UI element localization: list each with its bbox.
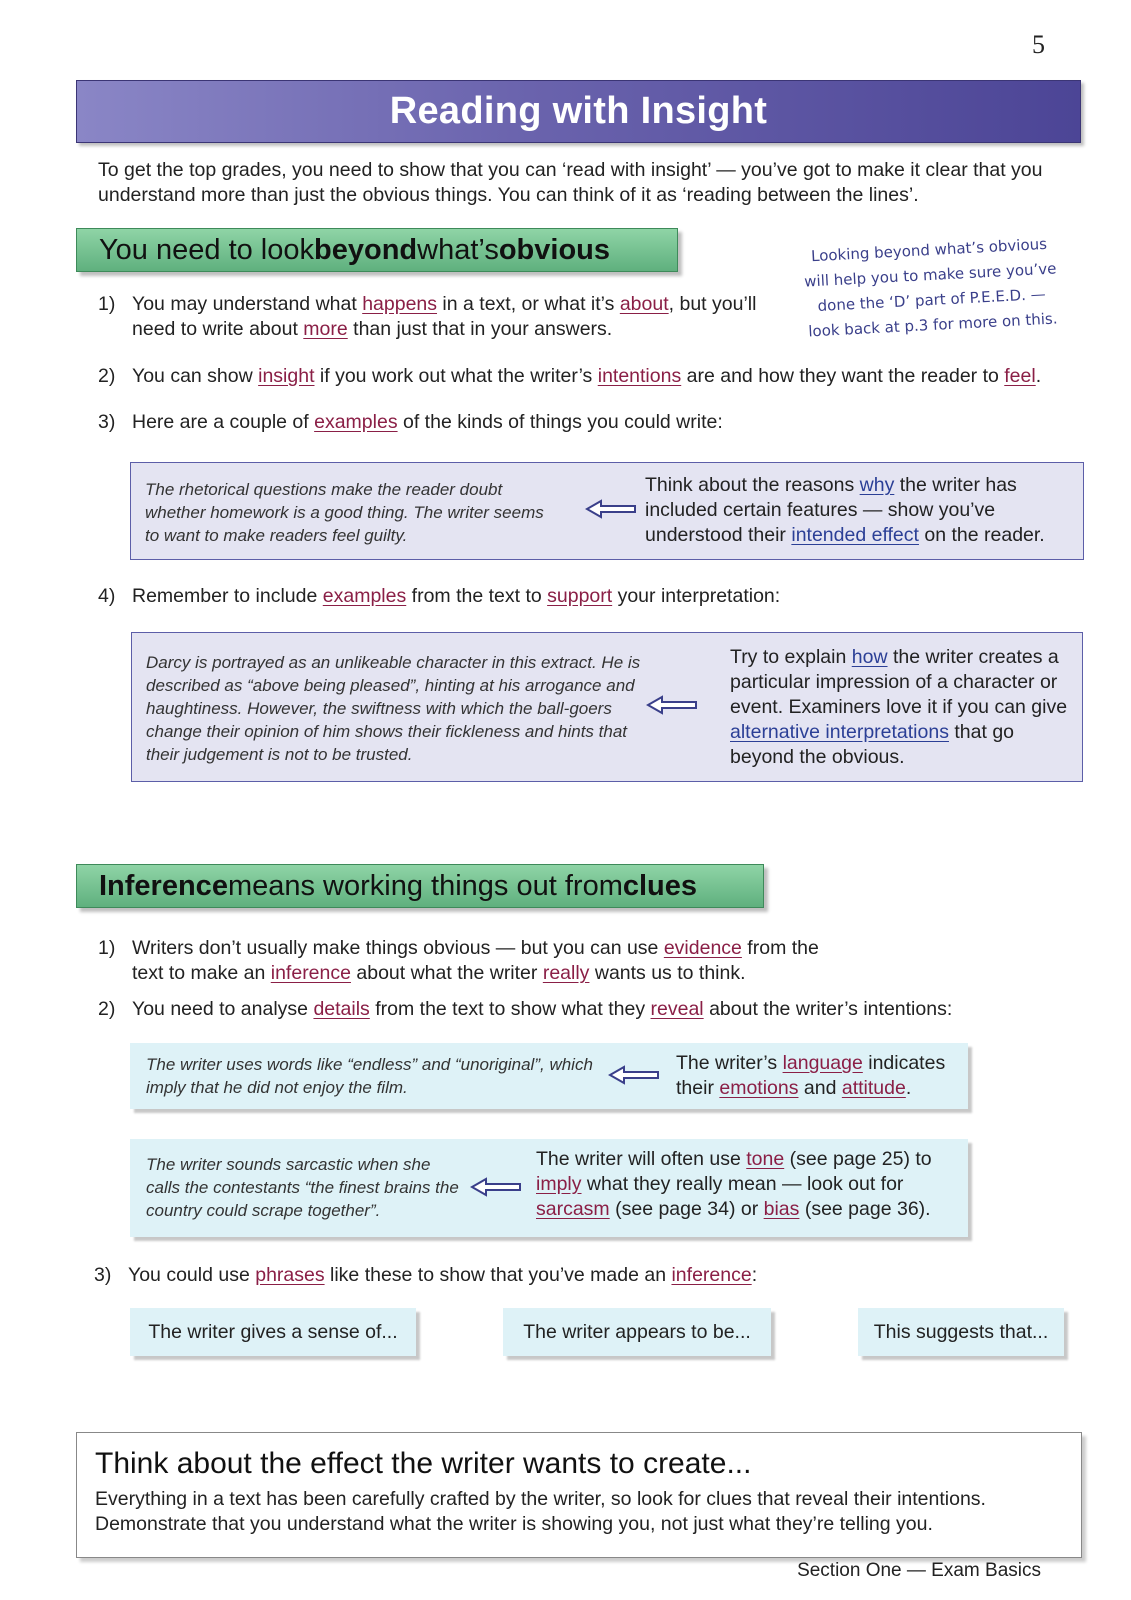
item-text: Here are a couple of examples of the kinds of things you could write: [132, 411, 723, 433]
item-number: 1) [98, 937, 116, 959]
page-number: 5 [1032, 30, 1045, 59]
keyword: sarcasm [536, 1198, 610, 1220]
phrase-box: The writer gives a sense of... [130, 1308, 416, 1356]
keyword: more [303, 318, 348, 340]
item-text: You may understand what happens in a text, or what it’s about, but you’ll need to write about more than just that in your answers. [132, 293, 757, 340]
heading-bold-clues: clues [622, 869, 698, 902]
section-heading-inference [76, 864, 764, 908]
keyword: details [313, 998, 370, 1020]
keyword: inference [270, 962, 351, 984]
heading-text: You need to look [99, 233, 315, 266]
example-quote: The rhetorical questions make the reader doubt whether homework is a good thing. The writer seems to want to make readers feel guilty. [145, 480, 544, 545]
item-number: 2) [98, 998, 116, 1020]
keyword: alternative interpretations [730, 721, 949, 743]
keyword: insight [258, 365, 315, 387]
list-item [98, 410, 1058, 435]
clue-quote: The writer sounds sarcastic when she calls the contestants “the finest brains the country could scrape together”. [146, 1155, 459, 1220]
list-item [98, 997, 1058, 1022]
keyword: evidence [663, 937, 742, 959]
keyword: tone [746, 1148, 785, 1170]
heading-bold-beyond: beyond [314, 233, 418, 266]
keyword: intended effect [791, 524, 919, 546]
item-number: 1) [98, 293, 116, 315]
keyword: language [782, 1052, 863, 1074]
list-item [98, 584, 1058, 609]
summary-title: Think about the effect the writer wants to create... [95, 1447, 752, 1480]
arrow-left-icon [585, 499, 637, 519]
item-number: 4) [98, 585, 116, 607]
summary-text: Everything in a text has been carefully crafted by the writer, so look for clues that reveal their intentions. Demonstrate that you understand what the writer is showing you, not just what they’re telling you. [95, 1488, 986, 1535]
keyword: phrases [255, 1264, 325, 1286]
keyword: how [851, 646, 888, 668]
keyword: support [547, 585, 613, 607]
phrase-box: The writer appears to be... [503, 1308, 771, 1356]
summary-box [76, 1432, 1082, 1558]
keyword: inference [671, 1264, 752, 1286]
keyword: emotions [719, 1077, 799, 1099]
clue-explanation: The writer will often use tone (see page 25) to imply what they really mean — look out for sarcasm (see page 34) or bias (see page 36). [536, 1148, 932, 1220]
keyword: examples [314, 411, 398, 433]
keyword: reveal [650, 998, 704, 1020]
item-text: Writers don’t usually make things obvious — but you can use evidence from the text to make an inference about what the writer really wants us to think. [132, 937, 819, 984]
item-text: You could use phrases like these to show that you’ve made an inference: [128, 1264, 758, 1286]
phrase-box: This suggests that... [858, 1308, 1064, 1356]
example-explanation: Try to explain how the writer creates a particular impression of a character or event. Examiners love it if you can give alternative interpretations that go beyond the obvious. [730, 646, 1068, 768]
keyword: examples [322, 585, 407, 607]
keyword: happens [362, 293, 438, 315]
example-box [131, 632, 1083, 782]
list-item [98, 364, 1098, 389]
item-number: 3) [98, 411, 116, 433]
heading-bold-inference: Inference [99, 869, 228, 902]
title-banner [76, 80, 1081, 143]
clue-box [130, 1139, 968, 1237]
clue-quote: The writer uses words like “endless” and “unoriginal”, which imply that he did not enjoy the film. [146, 1055, 593, 1097]
item-text: Remember to include examples from the text to support your interpretation: [132, 585, 781, 607]
page-title: Reading with Insight [389, 90, 768, 132]
example-quote: Darcy is portrayed as an unlikeable character in this extract. He is described as “above being pleased”, hinting at his arrogance and haughtiness. However, the swiftness with which the ball-goers change their opinion of him shows their fickleness and hints that their judgement is not to be trusted. [146, 653, 641, 764]
keyword: about [619, 293, 669, 315]
keyword: attitude [841, 1077, 906, 1099]
heading-text: what’s [417, 233, 499, 266]
arrow-left-icon [608, 1065, 660, 1085]
arrow-left-icon [646, 695, 698, 715]
handwritten-note: Looking beyond what’s obvious will help you to make sure you’ve done the ‘D’ part of P.E.E.D. — look back at p.3 for more on this. [803, 234, 1058, 341]
list-item [98, 936, 838, 986]
heading-bold-obvious: obvious [498, 233, 610, 266]
keyword: why [859, 474, 895, 496]
example-box [130, 462, 1084, 560]
keyword: intentions [597, 365, 682, 387]
item-number: 3) [94, 1264, 112, 1286]
keyword: bias [763, 1198, 800, 1220]
heading-text: means working things out from [227, 869, 623, 902]
item-text: You can show insight if you work out what the writer’s intentions are and how they want the reader to feel. [132, 365, 1042, 387]
clue-explanation: The writer’s language indicates their emotions and attitude. [676, 1052, 946, 1099]
example-explanation: Think about the reasons why the writer has included certain features — show you’ve understood their intended effect on the reader. [645, 474, 1045, 546]
list-item [98, 292, 758, 342]
item-text: You need to analyse details from the text to show what they reveal about the writer’s intentions: [132, 998, 953, 1020]
keyword: imply [536, 1173, 582, 1195]
keyword: really [542, 962, 590, 984]
item-number: 2) [98, 365, 116, 387]
clue-box [130, 1043, 968, 1109]
footer-section-label: Section One — Exam Basics [797, 1560, 1041, 1581]
intro-paragraph: To get the top grades, you need to show that you can ‘read with insight’ — you’ve got to make it clear that you understand more than just the obvious things. You can think of it as ‘reading between the lines’. [98, 159, 1043, 206]
keyword: feel [1004, 365, 1036, 387]
list-item [94, 1263, 1054, 1288]
arrow-left-icon [470, 1177, 522, 1197]
section-heading-beyond-obvious [76, 228, 678, 272]
